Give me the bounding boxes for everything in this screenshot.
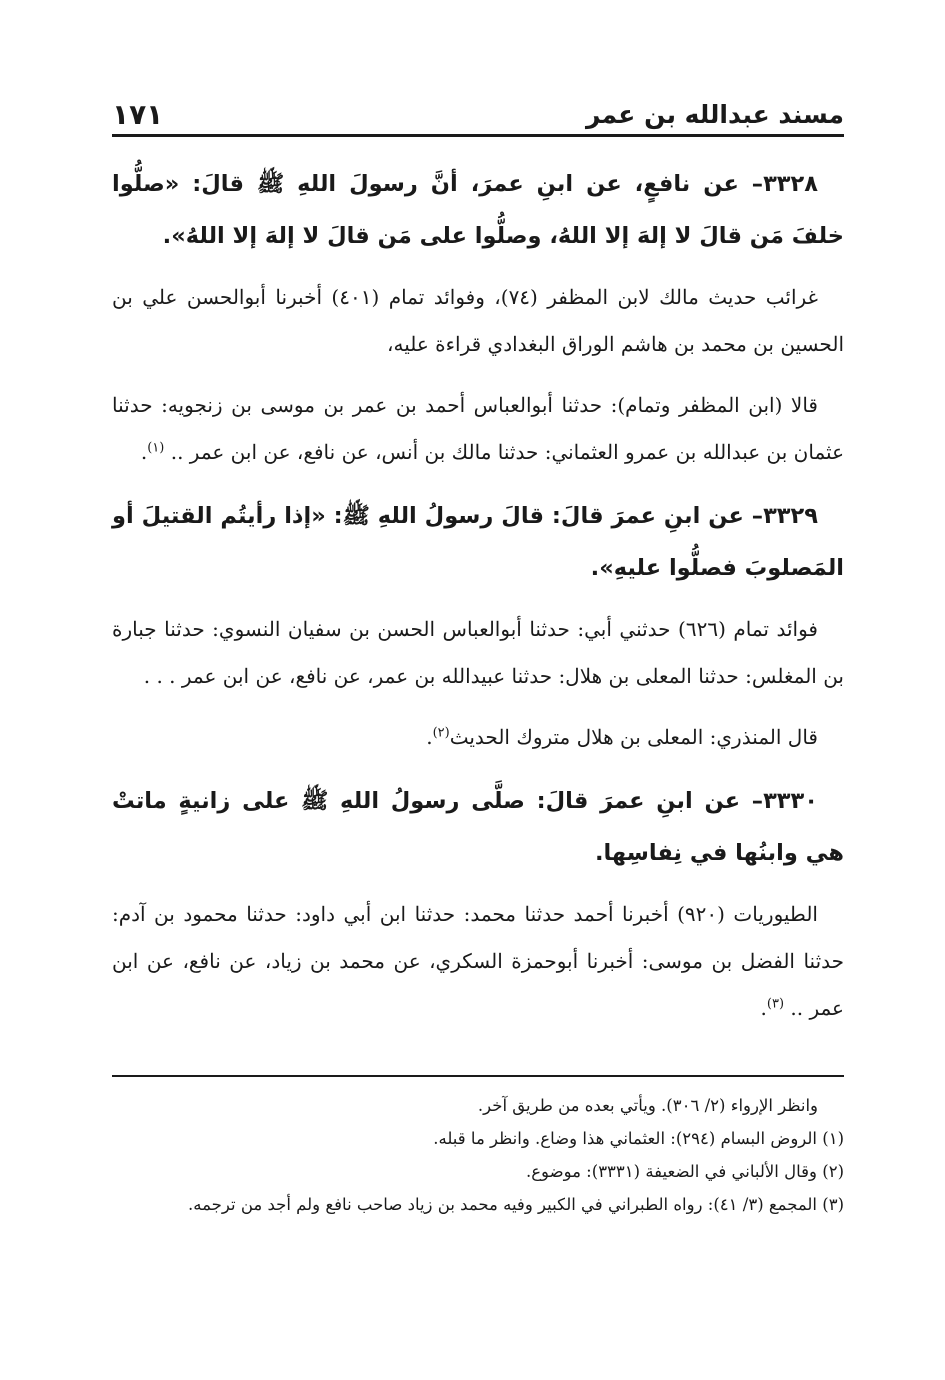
footnote-3: (٣) المجمع (٣/ ٤١): رواه الطبراني في الكبير وفيه محمد بن زياد صاحب نافع ولم أجد من ترجمه. (188, 1195, 844, 1214)
footnote-continuation: وانظر الإرواء (٢/ ٣٠٦). ويأتي بعده من طريق آخر. (477, 1096, 818, 1115)
source-text: فوائد تمام (٦٢٦) حدثني أبي: حدثنا أبوالعباس الحسن بن سفيان النسوي: حدثنا جبارة بن المغلس: حدثنا المعلى بن هلال: حدثنا عبيدالله بن عمر، عن نافع، عن ابن عمر . . . (112, 617, 844, 688)
source-text: قالا (ابن المظفر وتمام): حدثنا أبوالعباس أحمد بن عمر بن موسى بن زنجويه: حدثنا عثمان بن عبدالله بن عمرو العثماني: حدثنا مالك بن أنس، عن نافع، عن ابن عمر .. (112, 393, 844, 464)
source-text: الطيوريات (٩٢٠) أخبرنا أحمد حدثنا محمد: حدثنا ابن أبي داود: حدثنا محمود بن آدم: حدثنا الفضل بن موسى: أخبرنا أبوحمزة السكري، عن محمد بن زياد، عن نافع، عن ابن عمر .. (112, 902, 844, 1020)
page-number: ١٧١ (112, 97, 164, 131)
main-text (112, 158, 844, 1046)
running-head (112, 94, 844, 137)
source-paragraph: قالا (ابن المظفر وتمام): حدثنا أبوالعباس أحمد بن عمر بن موسى بن زنجويه: حدثنا عثمان بن عبدالله بن عمرو العثماني: حدثنا مالك بن أنس، عن نافع، عن ابن عمر .. $^{(١)}$. (112, 393, 844, 464)
footnote-1: (١) الروض البسام (٢٩٤): العثماني هذا وضاع. وانظر ما قبله. (433, 1129, 844, 1148)
footnote-2: (٢) وقال الألباني في الضعيفة (٣٣٣١): موضوع. (525, 1162, 844, 1181)
source-text: غرائب حديث مالك لابن المظفر (٧٤)، وفوائد تمام (٤٠١) أخبرنا أبوالحسن علي بن الحسين بن محمد بن هاشم الوراق البغدادي قراءة عليه، (112, 285, 844, 356)
source-paragraph (112, 606, 844, 700)
footnotes (112, 1075, 844, 1221)
hadith-text: ٣٣٣٠– عن ابنِ عمرَ قالَ: صلَّى رسولُ اللهِ ﷺ على زانيةٍ ماتتْ هي وابنُها في نِفاسِها. (112, 788, 844, 866)
source-text: قال المنذري: المعلى بن هلال متروك الحديث (449, 725, 818, 749)
source-paragraph: الطيوريات (٩٢٠) أخبرنا أحمد حدثنا محمد: حدثنا ابن أبي داود: حدثنا محمود بن آدم: حدثنا الفضل بن موسى: أخبرنا أبوحمزة السكري، عن محمد بن زياد، عن نافع، عن ابن عمر .. $^{(٣)}$. (112, 902, 844, 1020)
running-title: مسند عبدالله بن عمر (586, 99, 844, 129)
hadith-text: ٣٣٢٩– عن ابنِ عمرَ قالَ: قالَ رسولُ اللهِ ﷺ: «إذا رأيتُم القتيلَ أو المَصلوبَ فصلُّوا عليهِ». (112, 503, 844, 581)
footnote-ref[interactable]: (٣) (766, 996, 785, 1012)
footnote-ref[interactable]: (٢) (432, 725, 450, 741)
footnote-ref[interactable]: (١) (147, 440, 165, 456)
source-paragraph (112, 274, 844, 368)
source-paragraph: قال المنذري: المعلى بن هلال متروك الحديث$^{(٢)}$. (426, 725, 818, 749)
hadith-text: ٣٣٢٨– عن نافعٍ، عن ابنِ عمرَ، أنَّ رسولَ اللهِ ﷺ قالَ: «صلُّوا خلفَ مَن قالَ لا إلهَ إلا اللهُ، وصلُّوا على مَن قالَ لا إلهَ إلا اللهُ». (112, 171, 844, 249)
